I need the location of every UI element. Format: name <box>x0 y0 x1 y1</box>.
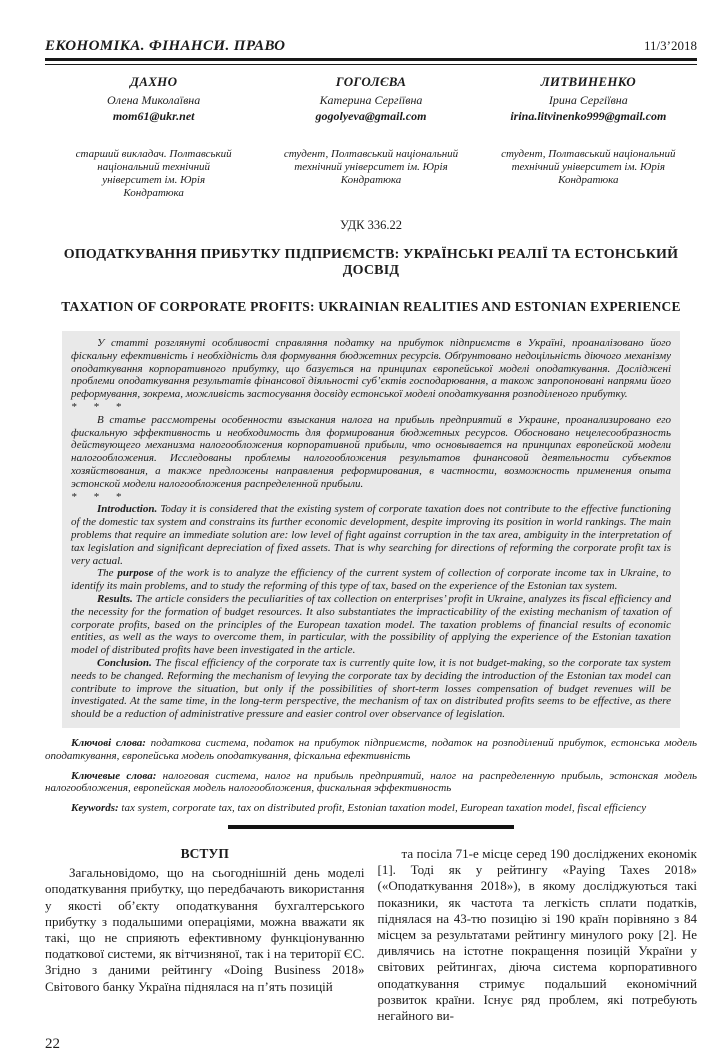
section-divider-bar <box>228 825 514 829</box>
abstract-en-conclusion: Conclusion. The fiscal efficiency of the corporate tax is currently quite low, it is not budget-making, so the corporate tax system needs to be changed. Reforming the mechanism of levying the corporate tax by deciding the introduction of the Estonian tax model can contribute to improve the situation, but only if the possibilities of short-term losses compensation of budget revenues will be investigated. At the same time, in the long-term perspective, the mechanism of tax on distributed profits seems to be effective, as there should be a reduction of administrative pressure and easier control over observance of legislation. <box>71 656 671 721</box>
section-lead: purpose <box>117 567 154 580</box>
asterisk-separator: * * * <box>71 400 121 413</box>
author-given-name: Олена Миколаївна <box>107 93 201 107</box>
author-email: irina.litvinenko999@gmail.com <box>510 109 667 123</box>
page-number: 22 <box>45 1036 60 1053</box>
keywords-label: Ключевые слова: <box>71 769 157 782</box>
asterisk-separator: * * * <box>71 490 121 503</box>
author-surname: ГОГОЛЄВА <box>335 74 407 89</box>
udc-code: УДК 336.22 <box>340 218 402 232</box>
abstract-box <box>62 331 680 728</box>
introduction-heading: ВСТУП <box>180 845 229 861</box>
author-column <box>262 74 479 200</box>
keywords-english: Keywords: tax system, corporate tax, tax on distributed profit, Estonian taxation model, European taxation model, fiscal efficiency <box>71 802 647 815</box>
abstract-russian: В статье рассмотрены особенности взыскания налога на прибыль предприятий в Украине, проанализировано его фискальную эффективность и необходимость для формирования бюджетных ресурсов. Обосновано нецелесообразность действующего механизма налогообложения корпоративной прибыли, что основывается на принципах европейской модели налогообложения. Исследованы проблемы налогообложения результатов финансовой деятельности субъектов хозяйствования, а также предложены направления реформирования, в частности, возможность применения опыта эстонской модели налогообложения распределенной прибыли. <box>71 413 671 490</box>
author-column <box>480 74 697 200</box>
header-double-rule <box>45 58 697 65</box>
keywords-russian: Ключевые слова: налоговая система, налог на прибыль предприятий, налог на распределенную прибыль, эстонская модель налогообложения, европейская модель налогообложения, фискальная эффективность <box>45 769 698 795</box>
author-affiliation: старший викладач. Полтавський національний технічний університет ім. Юрія Кондратюка <box>75 148 232 199</box>
authors-block <box>45 74 697 200</box>
section-lead: Conclusion. <box>97 656 152 669</box>
keywords-label: Keywords: <box>71 802 119 815</box>
section-lead: Introduction. <box>97 503 158 516</box>
author-surname: ДАХНО <box>130 74 178 89</box>
author-given-name: Ірина Сергіївна <box>548 93 628 107</box>
journal-title: ЕКОНОМІКА. ФІНАНСИ. ПРАВО <box>45 38 286 54</box>
author-surname: ЛИТВИНЕНКО <box>540 74 636 89</box>
body-paragraph: та посіла 71-е місце серед 190 досліджених економік [1]. Тоді як у рейтингу «Paying Taxes 2018» («Оподаткування 2018»), в якому досліджуються такі показники, як частота та легкість сплати податків, піднялася на 43-тю позицію зі 190 країн порівняно з 84 місцем за результатами рейтингу минулого року [2]. Не дивлячись на істотне покращення позицій України у світових рейтингах, діюча система корпоративного оподаткування стримує подальший економічний розвиток країни. Існує ряд проблем, які потребують негайного ви- <box>377 845 697 1023</box>
abstract-ukrainian: У статті розглянуті особливості справляння податку на прибуток підприємств в Україні, проаналізовано його фіскальну ефективність і необхідність для формування бюджетних ресурсів. Обґрунтовано недоцільність діючого механізму оподаткування корпоративного прибутку, що базується на принципах європейської моделі оподаткування. Досліджені проблеми оподаткування результатів фінансової діяльності суб’єктів господарювання, а також запропоновані напрями його реформування, зокрема, можливість застосування досвіду естонської моделі оподаткування розподіленого прибутку. <box>71 337 671 401</box>
author-email: gogolyeva@gmail.com <box>315 109 427 123</box>
journal-header <box>45 38 697 55</box>
issue-number: 11/3’2018 <box>644 38 697 53</box>
keywords-label: Ключові слова: <box>71 736 146 749</box>
article-title-ukrainian: ОПОДАТКУВАННЯ ПРИБУТКУ ПІДПРИЄМСТВ: УКРАЇНСЬКІ РЕАЛІЇ ТА ЕСТОНСЬКИЙ ДОСВІД <box>63 247 679 278</box>
body-column-left <box>45 846 365 1024</box>
author-email: mom61@ukr.net <box>112 109 195 123</box>
abstract-en-results: Results. The article considers the peculiarities of tax collection on enterprises’ profit in Ukraine, analyzes its fiscal efficiency and the necessity for the formation of budget resources. It also substantiates the impracticability of the existing mechanism of taxation of corporate profits, based on the principles of the European taxation model. The taxation problems of financial results of economic entities, as well as the ways to overcome them, in particular, with the possibility of applying the experience of the Estonian taxation model of distributed profits have been investigated in the article. <box>71 592 671 657</box>
author-given-name: Катерина Сергіївна <box>319 93 423 107</box>
keywords-block <box>45 737 697 815</box>
abstract-en-purpose: The purpose of the work is to analyze the efficiency of the current system of collection of corporate income tax in Ukraine, to identify its main problems, and to study the reforming of this type of tax, based on the experience of the Estonian tax system. <box>71 567 671 593</box>
author-affiliation: студент, Полтавський національний технічний університет ім. Юрія Кондратюка <box>283 148 459 186</box>
body-paragraph: Загальновідомо, що на сьогоднішній день моделі оподаткування прибутку, що передбачають використання у якості об’єкту оподаткування бухгалтерського прибутку з подальшими операціями, можна вважати як такі, що не сприяють ефективному функціонуванню податкової системи, як вітчизняної, так і на території ЄС. Згідно з даними рейтингу «Doing Business 2018» Світового банку Україна піднялася на п’ять позицій <box>45 865 365 994</box>
author-affiliation: студент, Полтавський національний технічний університет ім. Юрія Кондратюка <box>501 148 676 186</box>
author-column <box>45 74 262 200</box>
body-column-right <box>378 846 698 1024</box>
section-lead: Results. <box>97 592 133 605</box>
abstract-en-introduction: Introduction. Today it is considered that the existing system of corporate taxation does not contribute to the effective functioning of the domestic tax system and constrains its further economic development, despite improving its position in world rankings. The main problems that require an immediate solution are: low level of fight against corruption in the tax area, ambiguity in the interpretation of tax legislation and significant depreciation of fixed assets. That is why searching for directions of reforming the corporate profit tax is very actual. <box>71 503 671 567</box>
body-columns <box>45 846 697 1024</box>
keywords-ukrainian: Ключові слова: податкова система, податок на прибуток підприємств, податок на розподілений прибуток, естонська модель оподаткування, європейська модель оподаткування, фіскальна ефективність <box>45 736 697 762</box>
article-title-english: TAXATION OF CORPORATE PROFITS: UKRAINIAN REALITIES AND ESTONIAN EXPERIENCE <box>61 299 681 314</box>
